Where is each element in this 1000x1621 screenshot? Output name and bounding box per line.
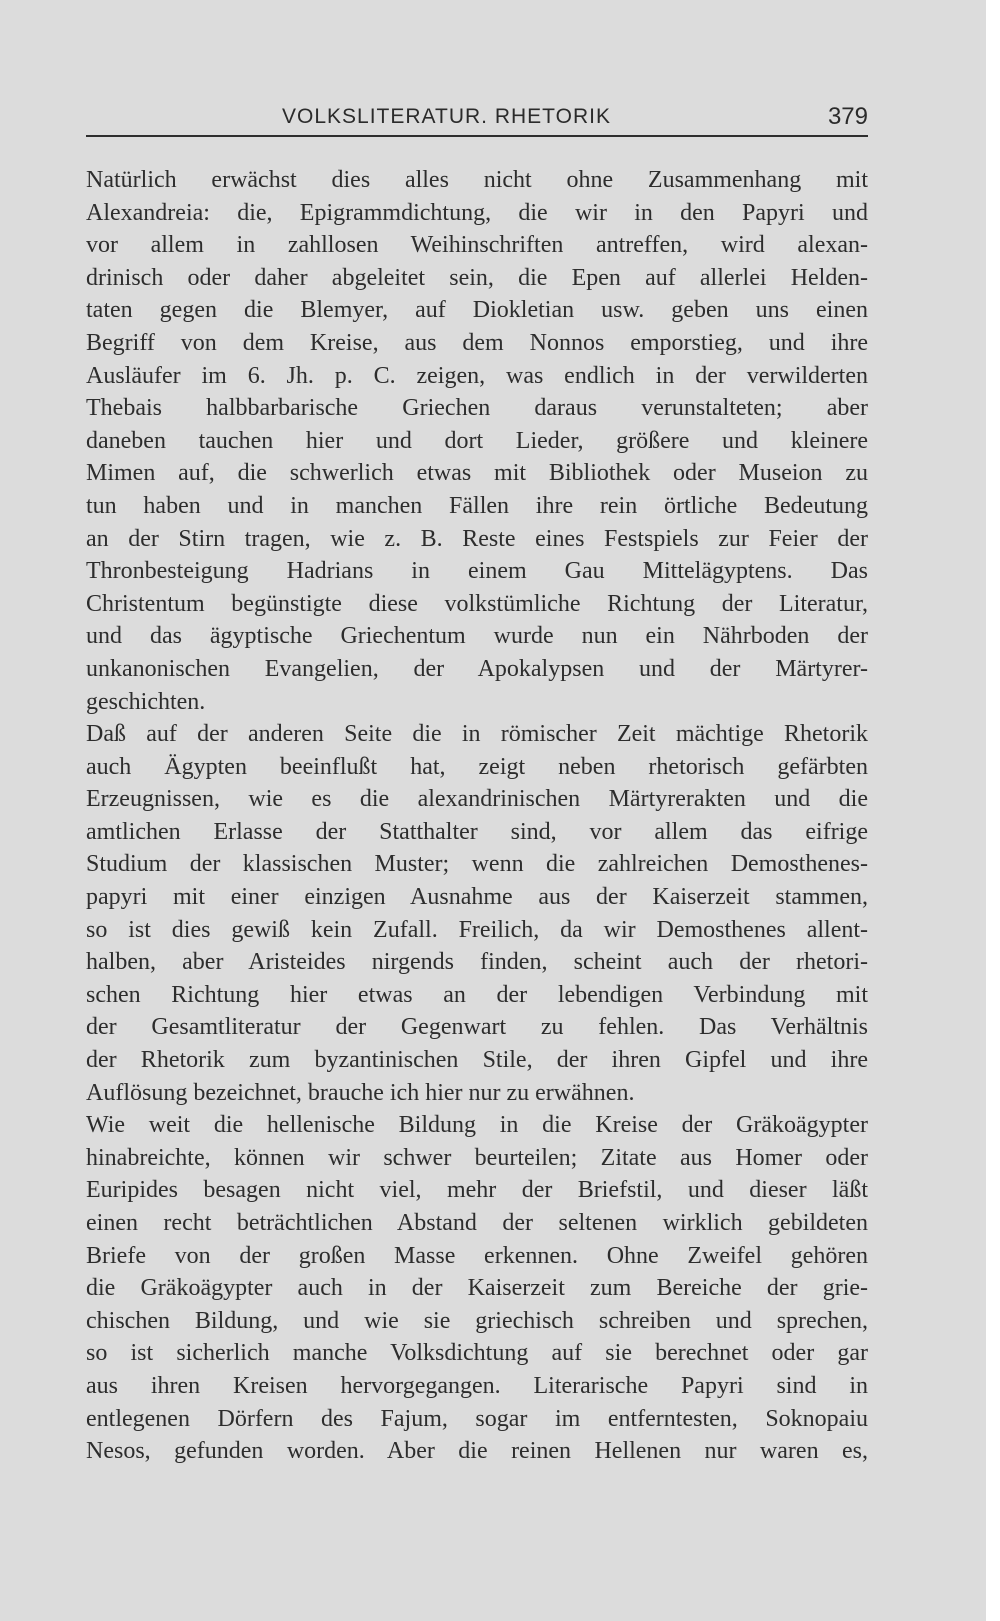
text-line: schen Richtung hier etwas an der lebendigen Verbindung mit <box>86 981 868 1008</box>
text-line: Daß auf der anderen Seite die in römischer Zeit mächtige Rhetorik <box>86 721 868 748</box>
text-line: chischen Bildung, und wie sie griechisch schreiben und sprechen, <box>86 1307 868 1334</box>
text-line: Thronbesteigung Hadrians in einem Gau Mittelägyptens. Das <box>86 558 868 585</box>
page-number: 379 <box>827 103 868 130</box>
text-line: auch Ägypten beeinflußt hat, zeigt neben rhetorisch gefärbten <box>86 753 868 780</box>
text-line: drinisch oder daher abgeleitet sein, die Epen auf allerlei Helden- <box>86 264 868 291</box>
text-line: Briefe von der großen Masse erkennen. Ohne Zweifel gehören <box>86 1242 868 1269</box>
text-line: entlegenen Dörfern des Fajum, sogar im entferntesten, Soknopaiu <box>86 1405 868 1432</box>
text-line: Thebais halbbarbarische Griechen daraus verunstalteten; aber <box>86 395 868 422</box>
page-header <box>86 103 868 133</box>
text-line: so ist dies gewiß kein Zufall. Freilich, da wir Demosthenes allent- <box>86 916 868 943</box>
text-line: Alexandreia: die, Epigrammdichtung, die wir in den Papyri und <box>86 199 868 226</box>
text-line: aus ihren Kreisen hervorgegangen. Literarische Papyri sind in <box>86 1372 868 1399</box>
text-line: Nesos, gefunden worden. Aber die reinen Hellenen nur waren es, <box>86 1438 868 1465</box>
text-line: so ist sicherlich manche Volksdichtung auf sie berechnet oder gar <box>86 1340 868 1367</box>
body-text <box>86 164 868 1468</box>
text-line: Euripides besagen nicht viel, mehr der Briefstil, und dieser läßt <box>86 1177 868 1204</box>
text-line: unkanonischen Evangelien, der Apokalypsen und der Märtyrer- <box>86 655 868 682</box>
text-line: tun haben und in manchen Fällen ihre rein örtliche Bedeutung <box>86 492 868 519</box>
text-line: Mimen auf, die schwerlich etwas mit Bibliothek oder Museion zu <box>86 460 868 487</box>
text-line: Christentum begünstigte diese volkstümliche Richtung der Literatur, <box>86 590 868 617</box>
text-line: daneben tauchen hier und dort Lieder, größere und kleinere <box>86 427 868 454</box>
text-line: taten gegen die Blemyer, auf Diokletian usw. geben uns einen <box>86 297 868 324</box>
text-line: der Rhetorik zum byzantinischen Stile, der ihren Gipfel und ihre <box>86 1047 868 1074</box>
text-line: Natürlich erwächst dies alles nicht ohne Zusammenhang mit <box>86 167 868 193</box>
text-line: Begriff von dem Kreise, aus dem Nonnos emporstieg, und ihre <box>86 329 868 356</box>
header-rule <box>86 135 868 137</box>
text-line: vor allem in zahllosen Weihinschriften antreffen, wird alexan- <box>86 232 868 259</box>
text-line: halben, aber Aristeides nirgends finden, scheint auch der rhetori- <box>86 949 868 976</box>
text-line: geschichten. <box>86 688 206 715</box>
text-line: einen recht beträchtlichen Abstand der seltenen wirklich gebildeten <box>86 1210 868 1236</box>
text-line: Erzeugnissen, wie es die alexandrinischen Märtyrerakten und die <box>86 786 868 813</box>
text-line: Auflösung bezeichnet, brauche ich hier nur zu erwähnen. <box>86 1079 635 1106</box>
text-line: Ausläufer im 6. Jh. p. C. zeigen, was endlich in der verwilderten <box>86 362 868 389</box>
text-line: Studium der klassischen Muster; wenn die zahlreichen Demosthenes- <box>86 851 868 878</box>
text-line: und das ägyptische Griechentum wurde nun ein Nährboden der <box>86 623 868 650</box>
text-line: an der Stirn tragen, wie z. B. Reste eines Festspiels zur Feier der <box>86 525 868 552</box>
running-title: VOLKSLITERATUR. RHETORIK <box>282 105 611 128</box>
text-line: hinabreichte, können wir schwer beurteilen; Zitate aus Homer oder <box>86 1144 868 1171</box>
text-line: der Gesamtliteratur der Gegenwart zu fehlen. Das Verhältnis <box>86 1014 868 1041</box>
text-line: amtlichen Erlasse der Statthalter sind, vor allem das eifrige <box>86 818 868 845</box>
text-line: Wie weit die hellenische Bildung in die Kreise der Gräkoägypter <box>86 1112 868 1139</box>
page-edge <box>986 0 1000 1621</box>
text-line: die Gräkoägypter auch in der Kaiserzeit zum Bereiche der grie- <box>86 1275 868 1302</box>
text-line: papyri mit einer einzigen Ausnahme aus der Kaiserzeit stammen, <box>86 884 868 911</box>
